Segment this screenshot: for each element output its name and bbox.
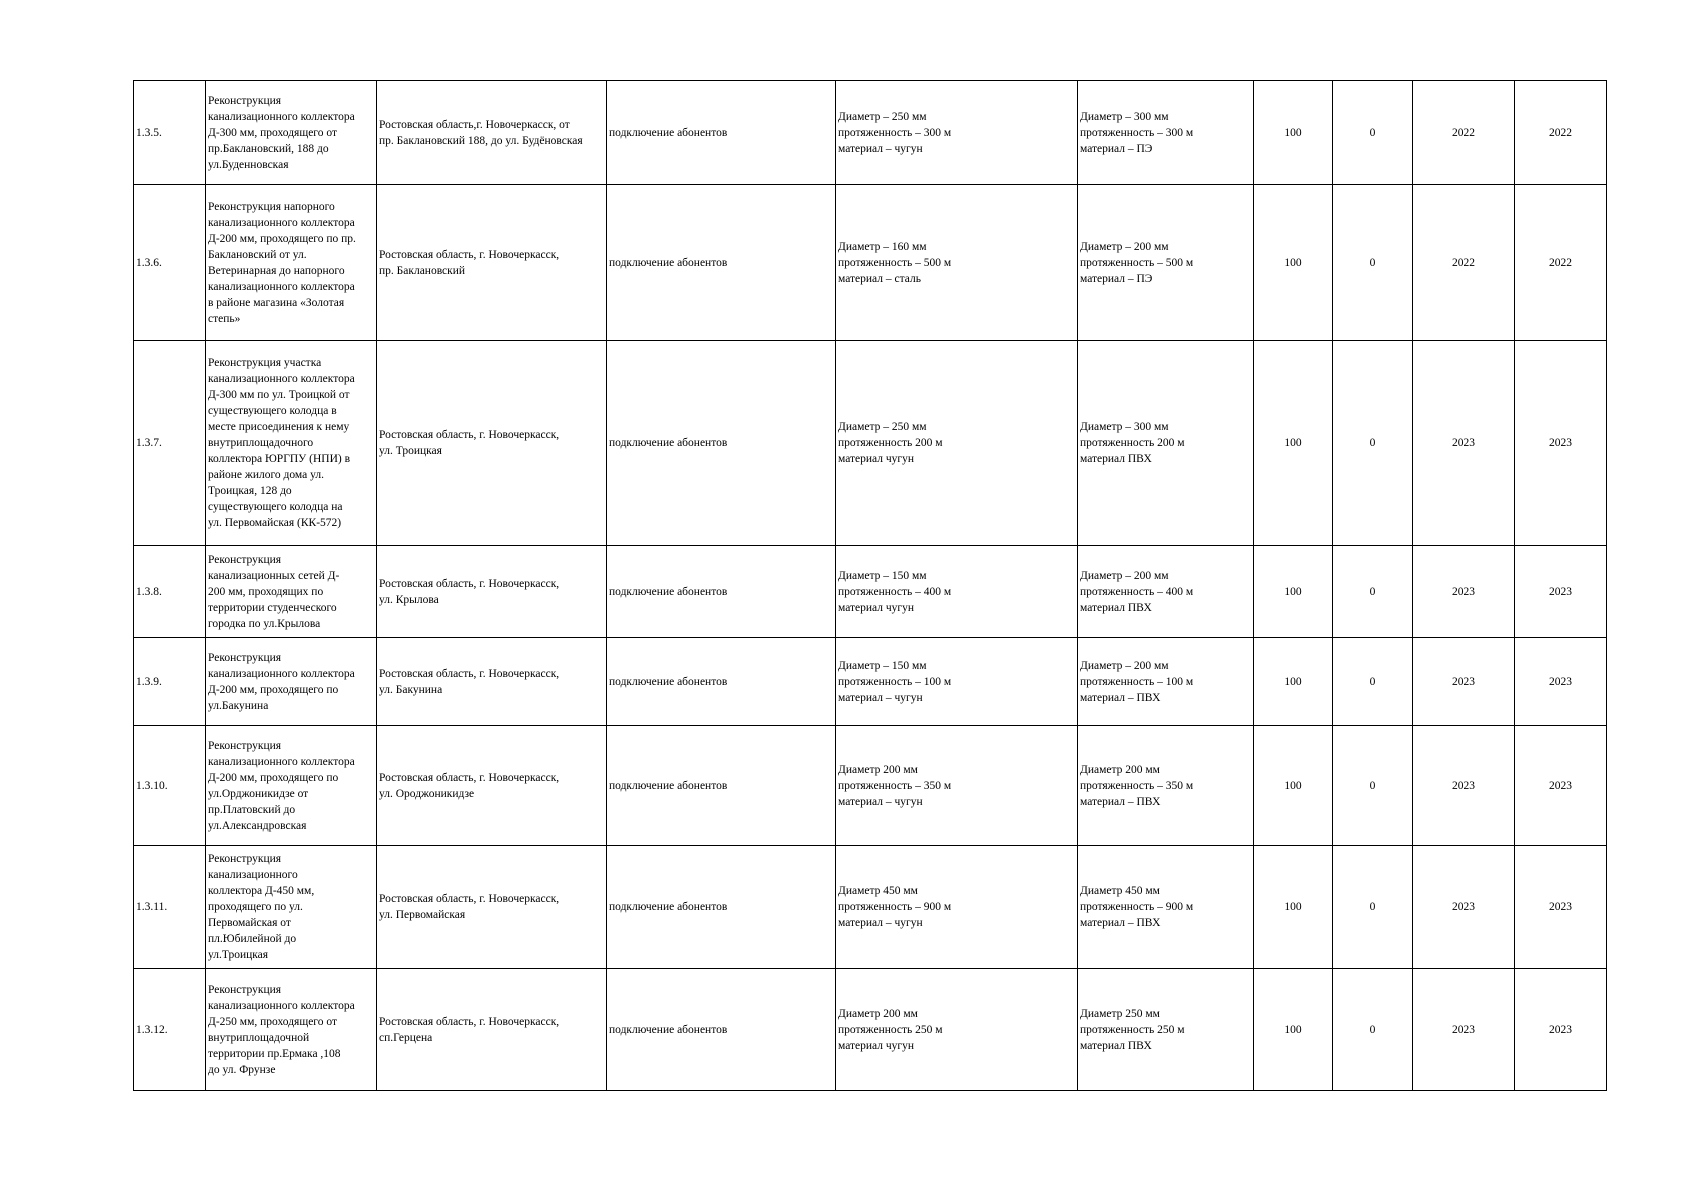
start-year: 2022	[1413, 81, 1515, 185]
project-location: Ростовская область, г. Новочеркасск, сп.Герцена	[377, 969, 607, 1091]
end-year: 2022	[1515, 185, 1607, 341]
project-location: Ростовская область, г. Новочеркасск, ул. Бакунина	[377, 638, 607, 726]
value-col-2: 0	[1333, 969, 1413, 1091]
params-after: Диаметр – 200 мм протяженность – 500 м материал – ПЭ	[1078, 185, 1254, 341]
params-before: Диаметр – 160 мм протяженность – 500 м материал – сталь	[836, 185, 1078, 341]
value-col-1: 100	[1254, 341, 1333, 546]
table-row	[134, 81, 1607, 185]
reconstruction-table	[133, 80, 1607, 1091]
end-year: 2023	[1515, 846, 1607, 969]
start-year: 2023	[1413, 638, 1515, 726]
value-col-1: 100	[1254, 81, 1333, 185]
end-year: 2023	[1515, 969, 1607, 1091]
value-col-1: 100	[1254, 846, 1333, 969]
start-year: 2023	[1413, 546, 1515, 638]
value-col-2: 0	[1333, 846, 1413, 969]
row-number: 1.3.8.	[134, 546, 206, 638]
params-before: Диаметр – 250 мм протяженность 200 м материал чугун	[836, 341, 1078, 546]
value-col-2: 0	[1333, 341, 1413, 546]
project-purpose: подключение абонентов	[607, 546, 836, 638]
value-col-2: 0	[1333, 726, 1413, 846]
params-after: Диаметр – 200 мм протяженность – 100 м материал – ПВХ	[1078, 638, 1254, 726]
project-name: Реконструкция участка канализационного коллектора Д-300 мм по ул. Троицкой от существующего колодца в месте присоединения к нему внутриплощадочного коллектора ЮРГПУ (НПИ) в районе жилого дома ул. Троицкая, 128 до существующего колодца на ул. Первомайская (КК-572)	[206, 341, 377, 546]
params-before: Диаметр – 250 мм протяженность – 300 м материал – чугун	[836, 81, 1078, 185]
end-year: 2022	[1515, 81, 1607, 185]
row-number: 1.3.7.	[134, 341, 206, 546]
params-after: Диаметр – 300 мм протяженность – 300 м материал – ПЭ	[1078, 81, 1254, 185]
table-row	[134, 185, 1607, 341]
table-row	[134, 969, 1607, 1091]
end-year: 2023	[1515, 638, 1607, 726]
value-col-1: 100	[1254, 638, 1333, 726]
start-year: 2022	[1413, 185, 1515, 341]
value-col-1: 100	[1254, 969, 1333, 1091]
params-after: Диаметр 250 мм протяженность 250 м материал ПВХ	[1078, 969, 1254, 1091]
start-year: 2023	[1413, 726, 1515, 846]
row-number: 1.3.10.	[134, 726, 206, 846]
project-name: Реконструкция канализационного коллектора Д-250 мм, проходящего от внутриплощадочной территории пр.Ермака ,108 до ул. Фрунзе	[206, 969, 377, 1091]
project-location: Ростовская область, г. Новочеркасск, ул. Первомайская	[377, 846, 607, 969]
project-name: Реконструкция канализационных сетей Д- 200 мм, проходящих по территории студенческого городка по ул.Крылова	[206, 546, 377, 638]
project-purpose: подключение абонентов	[607, 726, 836, 846]
value-col-2: 0	[1333, 185, 1413, 341]
project-purpose: подключение абонентов	[607, 969, 836, 1091]
project-location: Ростовская область, г. Новочеркасск, пр. Баклановский	[377, 185, 607, 341]
project-purpose: подключение абонентов	[607, 846, 836, 969]
project-location: Ростовская область, г. Новочеркасск, ул. Троицкая	[377, 341, 607, 546]
row-number: 1.3.5.	[134, 81, 206, 185]
params-before: Диаметр 200 мм протяженность 250 м материал чугун	[836, 969, 1078, 1091]
start-year: 2023	[1413, 846, 1515, 969]
table-row	[134, 726, 1607, 846]
table-row	[134, 638, 1607, 726]
table-row	[134, 846, 1607, 969]
project-name: Реконструкция канализационного коллектора Д-200 мм, проходящего по ул.Орджоникидзе от пр.Платовский до ул.Александровская	[206, 726, 377, 846]
start-year: 2023	[1413, 341, 1515, 546]
value-col-1: 100	[1254, 546, 1333, 638]
project-name: Реконструкция канализационного коллектора Д-200 мм, проходящего по ул.Бакунина	[206, 638, 377, 726]
end-year: 2023	[1515, 726, 1607, 846]
params-after: Диаметр – 300 мм протяженность 200 м материал ПВХ	[1078, 341, 1254, 546]
project-name: Реконструкция канализационного коллектора Д-300 мм, проходящего от пр.Баклановский, 188 до ул.Буденновская	[206, 81, 377, 185]
value-col-2: 0	[1333, 81, 1413, 185]
params-after: Диаметр 200 мм протяженность – 350 м материал – ПВХ	[1078, 726, 1254, 846]
row-number: 1.3.9.	[134, 638, 206, 726]
params-before: Диаметр 200 мм протяженность – 350 м материал – чугун	[836, 726, 1078, 846]
start-year: 2023	[1413, 969, 1515, 1091]
end-year: 2023	[1515, 341, 1607, 546]
project-name: Реконструкция канализационного коллектора Д-450 мм, проходящего по ул. Первомайская от пл.Юбилейной до ул.Троицкая	[206, 846, 377, 969]
project-purpose: подключение абонентов	[607, 638, 836, 726]
project-purpose: подключение абонентов	[607, 341, 836, 546]
table-row	[134, 546, 1607, 638]
table-body	[134, 81, 1607, 1091]
row-number: 1.3.11.	[134, 846, 206, 969]
project-location: Ростовская область,г. Новочеркасск, от пр. Баклановский 188, до ул. Будёновская	[377, 81, 607, 185]
project-purpose: подключение абонентов	[607, 81, 836, 185]
row-number: 1.3.12.	[134, 969, 206, 1091]
params-after: Диаметр – 200 мм протяженность – 400 м материал ПВХ	[1078, 546, 1254, 638]
table-row	[134, 341, 1607, 546]
params-before: Диаметр – 150 мм протяженность – 100 м материал – чугун	[836, 638, 1078, 726]
end-year: 2023	[1515, 546, 1607, 638]
value-col-2: 0	[1333, 546, 1413, 638]
value-col-1: 100	[1254, 726, 1333, 846]
row-number: 1.3.6.	[134, 185, 206, 341]
project-location: Ростовская область, г. Новочеркасск, ул. Крылова	[377, 546, 607, 638]
params-before: Диаметр 450 мм протяженность – 900 м материал – чугун	[836, 846, 1078, 969]
project-purpose: подключение абонентов	[607, 185, 836, 341]
value-col-2: 0	[1333, 638, 1413, 726]
value-col-1: 100	[1254, 185, 1333, 341]
project-location: Ростовская область, г. Новочеркасск, ул. Ороджоникидзе	[377, 726, 607, 846]
params-after: Диаметр 450 мм протяженность – 900 м материал – ПВХ	[1078, 846, 1254, 969]
project-name: Реконструкция напорного канализационного коллектора Д-200 мм, проходящего по пр. Баклановский от ул. Ветеринарная до напорного канализационного коллектора в районе магазина «Золотая степь»	[206, 185, 377, 341]
params-before: Диаметр – 150 мм протяженность – 400 м материал чугун	[836, 546, 1078, 638]
